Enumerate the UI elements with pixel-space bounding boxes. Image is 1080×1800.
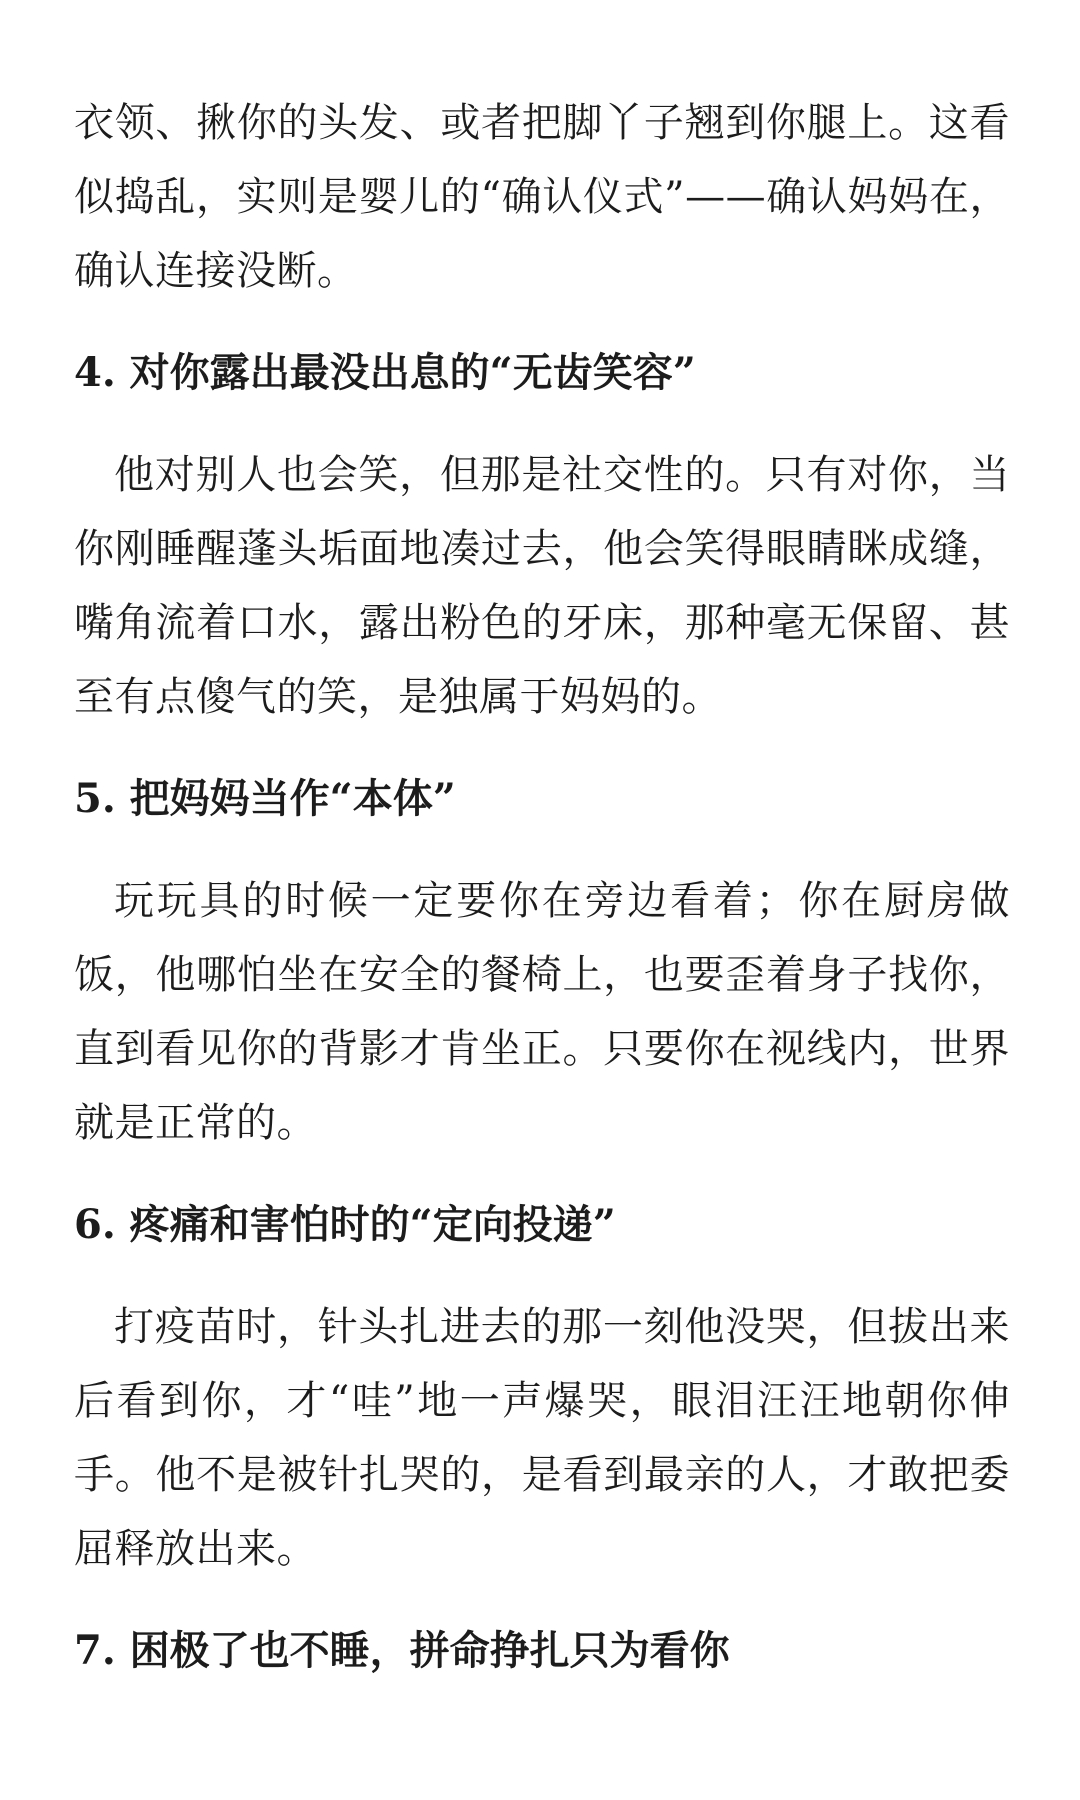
section-4-heading: 4. 对你露出最没出息的“无齿笑容” xyxy=(74,349,696,396)
section-4-paragraph: 他对别人也会笑，但那是社交性的。只有对你，当你刚睡醒蓬头垢面地凑过去，他会笑得眼睛眯成缝，嘴角流着口水，露出粉色的牙床，那种毫无保留、甚至有点傻气的笑，是独属于妈妈的。 xyxy=(74,452,1010,720)
section-5-heading: 5. 把妈妈当作“本体” xyxy=(74,775,456,822)
article-page xyxy=(74,86,1010,1688)
section-7-heading: 7. 困极了也不睡，拼命挣扎只为看你 xyxy=(74,1627,730,1674)
section-5-paragraph: 玩玩具的时候一定要你在旁边看着；你在厨房做饭，他哪怕坐在安全的餐椅上，也要歪着身子找你，直到看见你的背影才肯坐正。只要你在视线内，世界就是正常的。 xyxy=(74,878,1010,1146)
section-6-heading: 6. 疼痛和害怕时的“定向投递” xyxy=(74,1201,616,1248)
intro-paragraph: 衣领、揪你的头发、或者把脚丫子翘到你腿上。这看似捣乱，实则是婴儿的“确认仪式”——确认妈妈在，确认连接没断。 xyxy=(74,100,1010,294)
section-6-paragraph: 打疫苗时，针头扎进去的那一刻他没哭，但拔出来后看到你，才“哇”地一声爆哭，眼泪汪汪地朝你伸手。他不是被针扎哭的，是看到最亲的人，才敢把委屈释放出来。 xyxy=(74,1304,1010,1572)
